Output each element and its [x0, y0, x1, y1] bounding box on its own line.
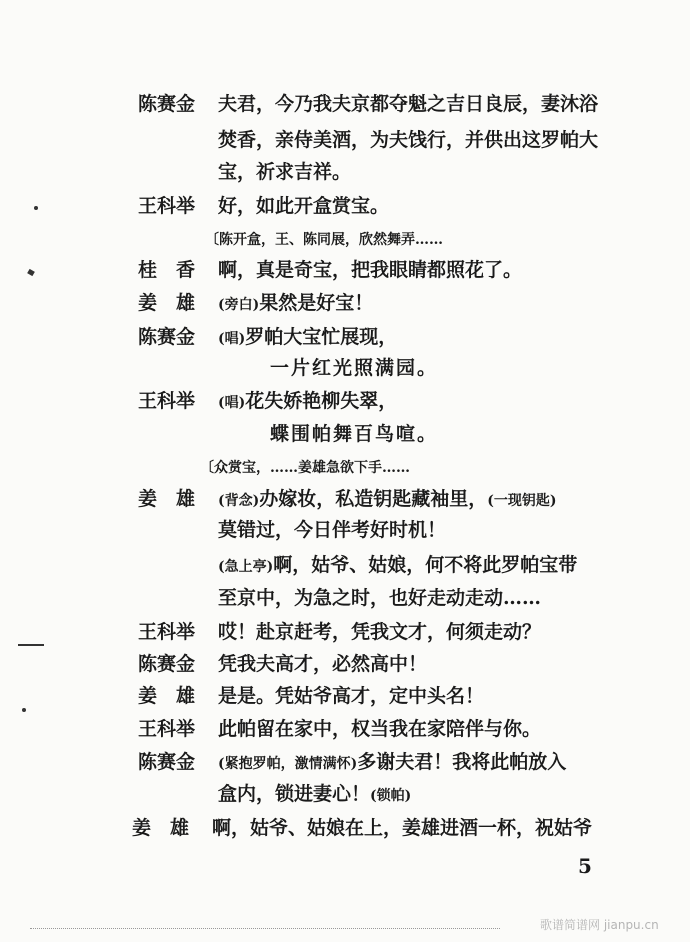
speaker-name: 姜 雄 — [132, 817, 190, 839]
dialogue-text: 啊，姑爷、姑娘在上，姜雄进酒一杯，祝姑爷 — [212, 817, 593, 839]
speaker-name: 王科举 — [138, 390, 196, 412]
speaker-name: 姜 雄 — [138, 488, 196, 510]
dialogue-text: 花失娇艳柳失翠， — [245, 390, 398, 412]
speaker-name: 桂 香 — [138, 259, 196, 281]
dialogue-text: 哎！赴京赶考，凭我文才，何须走动？ — [218, 621, 542, 643]
dialogue-text: 宝，祈求吉祥。 — [218, 161, 352, 183]
dialogue-text: 啊，真是奇宝，把我眼睛都照花了。 — [218, 259, 523, 281]
aside-note: (背念) — [218, 493, 260, 509]
margin-dash — [18, 644, 44, 646]
page-number: 5 — [578, 854, 592, 878]
stage-direction: 〔陈开盒，王、陈同展，欣然舞弄…… — [205, 232, 443, 248]
dialogue-text: 焚香，亲侍美酒，为夫饯行，并供出这罗帕大 — [218, 129, 599, 151]
dialogue-text: 夫君，今乃我夫京都夺魁之吉日良辰，妻沐浴 — [218, 93, 599, 115]
dialogue-text: 果然是好宝！ — [259, 292, 374, 314]
margin-dot — [22, 708, 26, 712]
dialogue-text: 盒内，锁进妻心！ — [218, 783, 371, 805]
aside-note: (旁白) — [218, 297, 260, 313]
speaker-name: 王科举 — [138, 195, 196, 217]
margin-mark — [27, 269, 35, 276]
speaker-name: 陈赛金 — [138, 93, 196, 115]
dialogue-text: 罗帕大宝忙展现， — [245, 326, 398, 348]
stage-direction: 〔众赏宝，……姜雄急欲下手…… — [200, 460, 410, 476]
speaker-name: 陈赛金 — [138, 326, 196, 348]
dialogue-text: 一片红光照满园。 — [270, 357, 439, 379]
action-note: (锁帕) — [370, 788, 412, 804]
dialogue-text: 莫错过，今日伴考好时机！ — [218, 519, 447, 541]
watermark: 歌谱简谱网 jianpu.cn — [540, 918, 659, 932]
speaker-name: 姜 雄 — [138, 685, 196, 707]
aside-note: (急上亭) — [218, 559, 274, 575]
aside-note: (唱) — [218, 395, 246, 411]
dialogue-text: 啊，姑爷、姑娘，何不将此罗帕宝带 — [273, 554, 578, 576]
aside-note: (紧抱罗帕，激情满怀) — [218, 756, 358, 772]
speaker-name: 王科举 — [138, 718, 196, 740]
dialogue-text: 是是。凭姑爷高才，定中头名！ — [218, 685, 485, 707]
dialogue-text: 蝶围帕舞百鸟喧。 — [270, 423, 439, 445]
speaker-name: 姜 雄 — [138, 292, 196, 314]
dialogue-text: 凭我夫高才，必然高中！ — [218, 653, 428, 675]
dialogue-text: 多谢夫君！我将此帕放入 — [357, 751, 567, 773]
scan-edge — [30, 928, 500, 930]
dialogue-text: 此帕留在家中，权当我在家陪伴与你。 — [218, 718, 542, 740]
speaker-name: 王科举 — [138, 621, 196, 643]
aside-note: (唱) — [218, 331, 246, 347]
speaker-name: 陈赛金 — [138, 751, 196, 773]
action-note: (一现钥匙) — [487, 493, 557, 509]
margin-dot — [34, 206, 38, 210]
dialogue-text: 好，如此开盒赏宝。 — [218, 195, 390, 217]
dialogue-text: 办嫁妆，私造钥匙藏袖里， — [259, 488, 488, 510]
dialogue-text: 至京中，为急之时，也好走动走动…… — [218, 587, 542, 609]
speaker-name: 陈赛金 — [138, 653, 196, 675]
